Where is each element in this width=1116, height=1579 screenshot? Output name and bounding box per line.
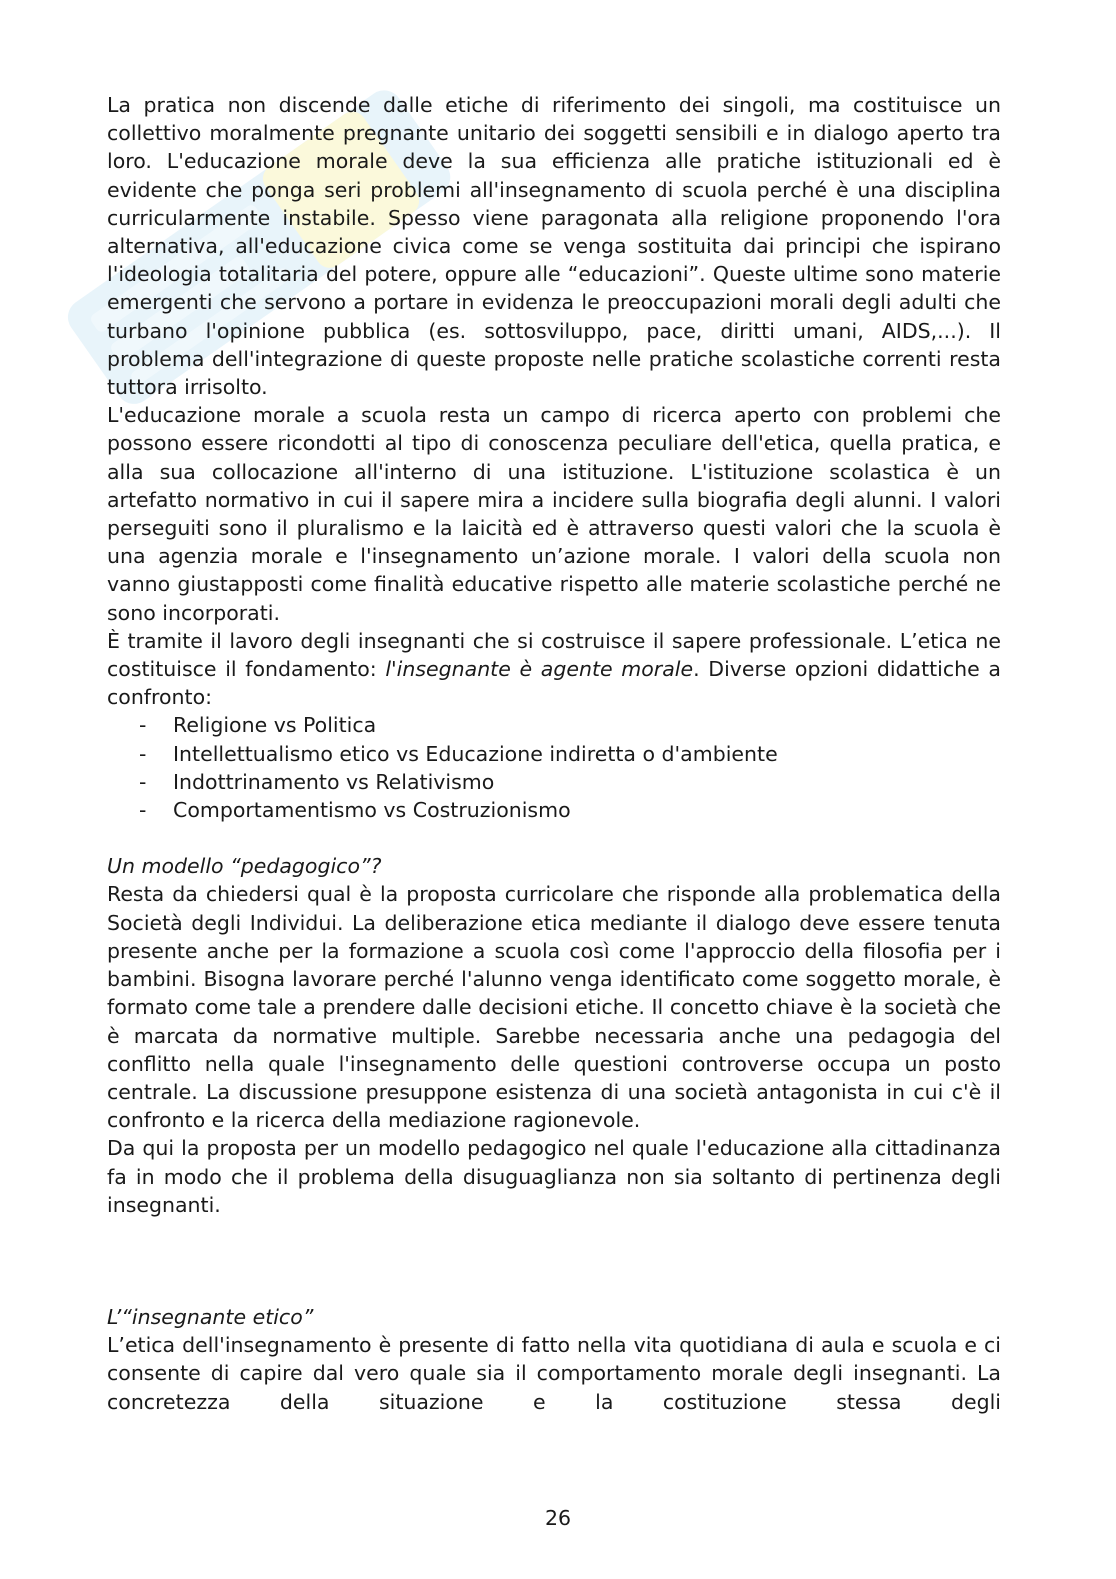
section-heading: L’“insegnante etico”: [107, 1304, 314, 1329]
section-heading: Un modello “pedagogico”?: [107, 854, 382, 879]
list-item: - Indottrinamento vs Relativismo: [107, 768, 1001, 796]
list-marker: -: [139, 798, 147, 823]
list-marker: -: [139, 741, 147, 766]
list-item: - Religione vs Politica: [107, 711, 1001, 739]
list-marker: -: [139, 713, 147, 738]
options-list: [107, 711, 1001, 824]
paragraph-text: È tramite il lavoro degli insegnanti che si costruisce il sapere professionale. L’etica ne costituisce il fondamento:: [107, 628, 1001, 682]
paragraph: [107, 627, 1001, 712]
emphasis-text: l'insegnante è agente morale: [385, 657, 694, 682]
paragraph: La pratica non discende dalle etiche di riferimento dei singoli, ma costituisce un collettivo moralmente pregnante unitario dei soggetti sensibili e in dialogo aperto tra loro. L'educazione morale deve la sua efficienza alle pratiche istituzionali ed è evidente che ponga seri problemi all'insegnamento di scuola perché è una disciplina curricularmente instabile. Spesso viene paragonata alla religione proponendo l'ora alternativa, all'educazione civica come se venga sostituita dai principi che ispirano l'ideologia totalitaria del potere, oppure alle “educazioni”. Queste ultime sono materie emergenti che servono a portare in evidenza le preoccupazioni morali degli adulti che turbano l'opinione pubblica (es. sottosviluppo, pace, diritti umani, AIDS,...). Il problema dell'integrazione di queste proposte nelle pratiche scolastiche correnti resta tuttora irrisolto.: [107, 93, 1001, 400]
paragraph: Resta da chiedersi qual è la proposta curricolare che risponde alla problematica della Società degli Individui. La deliberazione etica mediante il dialogo deve essere tenuta presente anche per la formazione a scuola così come l'approccio della filosofia per i bambini. Bisogna lavorare perché l'alunno venga identificato come soggetto morale, è formato come tale a prendere dalle decisioni etiche. Il concetto chiave è la società che è marcata da normative multiple. Sarebbe necessaria anche una pedagogia del conflitto nella quale l'insegnamento delle questioni controverse occupa un posto centrale. La discussione presuppone esistenza di una società antagonista in cui c'è il confronto e la ricerca della mediazione ragionevole.: [107, 882, 1001, 1133]
list-marker: -: [139, 769, 147, 794]
paragraph: L’etica dell'insegnamento è presente di fatto nella vita quotidiana di aula e scuola e ci consente di capire dal vero quale sia il comportamento morale degli insegnanti. La concretezza della situazione e la costituzione stessa degli: [107, 1333, 1001, 1414]
paragraph-text: . Diverse opzioni didattiche a confronto:: [107, 657, 1001, 710]
list-item: - Intellettualismo etico vs Educazione indiretta o d'ambiente: [107, 740, 1001, 768]
page-number: 26: [544, 1506, 572, 1530]
paragraph: Da qui la proposta per un modello pedagogico nel quale l'educazione alla cittadinanza fa in modo che il problema della disuguaglianza non sia soltanto di pertinenza degli insegnanti.: [107, 1136, 1001, 1217]
page-body: [107, 91, 1001, 1416]
paragraph: L'educazione morale a scuola resta un campo di ricerca aperto con problemi che possono essere ricondotti al tipo di conoscenza peculiare dell'etica, quella pratica, e alla sua collocazione all'interno di una istituzione. L'istituzione scolastica è un artefatto normativo in cui il sapere mira a incidere sulla biografia degli alunni. I valori perseguiti sono il pluralismo e la laicità ed è attraverso questi valori che la scuola è una agenzia morale e l'insegnamento un’azione morale. I valori della scuola non vanno giustapposti come finalità educative rispetto alle materie scolastiche perché ne sono incorporati.: [107, 403, 1001, 625]
list-item: - Comportamentismo vs Costruzionismo: [107, 796, 1001, 824]
